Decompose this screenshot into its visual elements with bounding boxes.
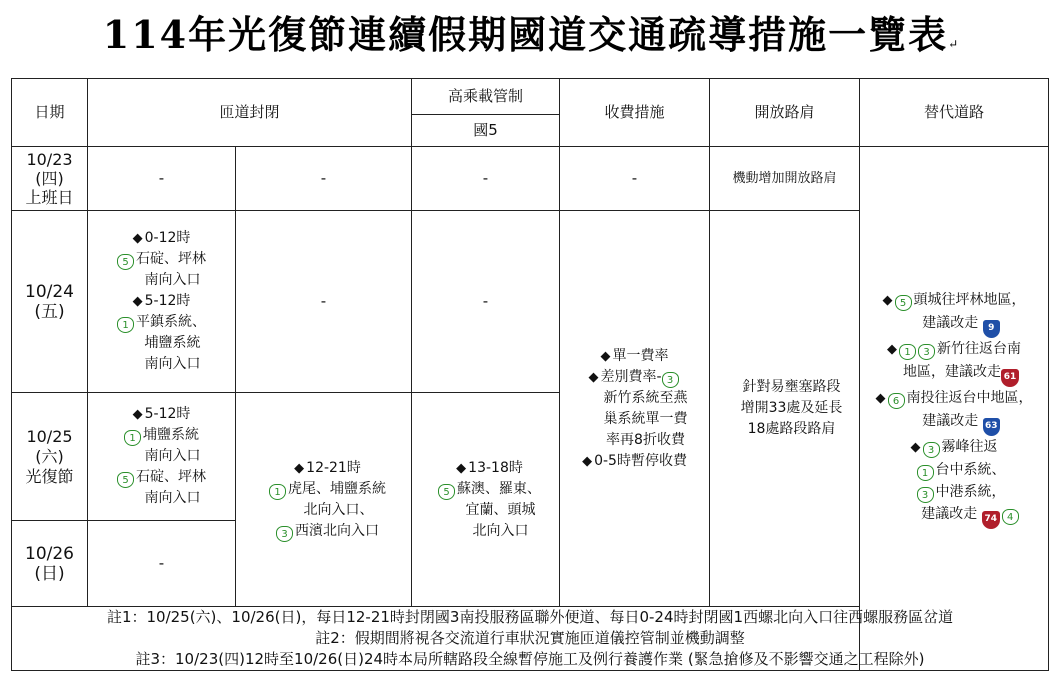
note-3: 註3：10/23(四)12時至10/26(日)24時本局所轄路段全線暫停施工及例行養護作業 (緊急搶修及不影響交通之工程除外) — [135, 650, 925, 668]
ramp-text: 平鎮系統、 — [136, 314, 206, 330]
date-cell: 10/26 (日) — [12, 521, 88, 607]
alt-route-item — [860, 361, 1048, 387]
freeway-shield-icon: 3 — [923, 442, 940, 458]
ramp-closure-cell: ◆ 5-12時 1 埔鹽系統 南向入口 5 石碇、坪林 南向入口 — [88, 393, 236, 521]
route-badge-icon: 74 — [982, 511, 1000, 529]
note-1: 註1：10/25(六)、10/26(日)，每日12-21時封閉國3南投服務區聯外便道、每日0-24時封閉國1西螺北向入口往西螺服務區岔道 — [106, 608, 954, 626]
freeway-shield-icon: 1 — [269, 484, 286, 500]
hov-text: 北向入口 — [472, 522, 529, 539]
hov-cell: ◆ 13-18時 5 蘇澳、羅東、 宜蘭、頭城 北向入口 — [412, 393, 560, 607]
freeway-shield-icon: 3 — [918, 344, 935, 360]
alt-text: 頭城往坪林地區， — [913, 291, 1026, 308]
alt-routes-cell — [860, 147, 1049, 671]
header-hov: 高乘載管制 — [412, 79, 560, 115]
alt-text: 中港系統， — [935, 483, 1006, 500]
alt-text: 新竹往返台南 — [937, 340, 1022, 357]
ramp-text: 石碇、坪林 — [136, 251, 206, 267]
route-badge-icon: 9 — [983, 320, 1000, 338]
alt-text: 建議改走 — [922, 314, 979, 331]
time-text: 5-12時 — [144, 406, 191, 422]
alt-text: 台中系統、 — [935, 461, 1006, 478]
alt-text: 霧峰往返 — [941, 438, 998, 455]
alt-route-item — [860, 481, 1048, 503]
ramp-text: 南向入口 — [144, 356, 201, 372]
alt-text: 建議改走 — [921, 505, 978, 522]
route-badge-icon: 63 — [983, 418, 1000, 436]
hov-cell: - — [412, 147, 560, 211]
header-toll: 收費措施 — [560, 79, 710, 147]
alt-text: 建議改走 — [922, 412, 979, 429]
alt-route-item: ◆ 1 3 新竹往返台南 — [887, 340, 1022, 358]
time-text: 13-18時 — [468, 459, 523, 476]
hov-cell: - — [412, 211, 560, 393]
alt-route-item: ◆ 6 南投往返台中地區， — [875, 389, 1033, 407]
freeway-shield-icon: 4 — [1002, 509, 1019, 525]
date-cell: 10/25 (六) 光復節 — [12, 393, 88, 521]
ramp-text: 石碇、坪林 — [136, 469, 206, 485]
traffic-measures-table — [11, 78, 1049, 671]
toll-text: 率再8折收費 — [606, 431, 685, 448]
ramp-text: 虎尾、埔鹽系統 — [288, 480, 386, 497]
header-date: 日期 — [12, 79, 88, 147]
ramp-text: 南向入口 — [144, 448, 201, 464]
freeway-shield-icon: 5 — [117, 254, 134, 270]
freeway-shield-icon: 3 — [276, 526, 293, 542]
header-ramp-closure: 匝道封閉 — [88, 79, 412, 147]
date-cell: 10/24 (五) — [12, 211, 88, 393]
toll-text: 0-5時暫停收費 — [594, 452, 687, 469]
time-text: 12-21時 — [306, 459, 361, 476]
alt-route-item: ◆ 5 頭城往坪林地區， — [882, 291, 1026, 309]
freeway-shield-icon: 1 — [917, 465, 934, 481]
route-badge-icon: 61 — [1001, 369, 1019, 387]
freeway-shield-icon: 5 — [895, 295, 912, 311]
ramp-text: 南向入口 — [144, 272, 201, 288]
title-text: 114年光復節連續假期國道交通疏導措施一覽表 — [102, 12, 949, 57]
freeway-shield-icon: 5 — [438, 484, 455, 500]
header-shoulder: 開放路肩 — [710, 79, 860, 147]
freeway-shield-icon: 1 — [124, 430, 141, 446]
alt-text: 南投往返台中地區， — [906, 389, 1033, 406]
time-text: 5-12時 — [144, 293, 191, 309]
freeway-shield-icon: 1 — [899, 344, 916, 360]
alt-route-item — [860, 312, 1048, 338]
shoulder-cell: 機動增加開放路肩 — [710, 147, 860, 211]
alt-route-item — [860, 410, 1048, 436]
alt-text: 地區，建議改走 — [903, 363, 1002, 380]
ramp-closure-cell: - — [236, 147, 412, 211]
toll-text: 差別費率- — [600, 368, 662, 385]
ramp-closure-cell: - — [88, 147, 236, 211]
header-hov-freeway: 國5 — [412, 115, 560, 147]
ramp-text: 南向入口 — [144, 490, 201, 506]
toll-cell: - — [560, 147, 710, 211]
freeway-shield-icon: 3 — [917, 487, 934, 503]
toll-text: 巢系統單一費 — [603, 410, 688, 427]
header-alt-routes: 替代道路 — [860, 79, 1049, 147]
alt-route-item — [860, 503, 1048, 529]
toll-text: 單一費率 — [612, 347, 669, 364]
ramp-closure-cell: ◆ 12-21時 1 虎尾、埔鹽系統 北向入口、 3 西濱北向入口 — [236, 393, 412, 607]
toll-cell: ◆ 單一費率 ◆ 差別費率- 3 新竹系統至燕 巢系統單一費 率再8折收費 ◆ 0-5時暫停收費 — [560, 211, 710, 607]
page-title — [0, 4, 1061, 59]
freeway-shield-icon: 1 — [117, 317, 134, 333]
notes-cell — [12, 607, 1049, 671]
hov-text: 蘇澳、羅東、 — [457, 480, 542, 497]
ramp-text: 埔鹽系統 — [143, 427, 199, 443]
toll-text: 新竹系統至燕 — [603, 389, 688, 406]
ramp-closure-cell: ◆ 0-12時 5 石碇、坪林 南向入口 ◆ 5-12時 1 平鎮系統、 埔鹽系統 南向入口 — [88, 211, 236, 393]
ramp-text: 北向入口、 — [303, 501, 374, 518]
ramp-closure-cell: - — [236, 211, 412, 393]
ramp-text: 埔鹽系統 — [144, 335, 201, 351]
freeway-shield-icon: 5 — [117, 472, 134, 488]
date-cell: 10/23 (四) 上班日 — [12, 147, 88, 211]
ramp-closure-cell: - — [88, 521, 236, 607]
shoulder-cell: 針對易壅塞路段 增開33處及延長 18處路段路肩 — [710, 211, 860, 607]
alt-route-item: ◆ 3 霧峰往返 — [910, 438, 998, 456]
note-2: 註2：假期間將視各交流道行車狀況實施匝道儀控管制並機動調整 — [315, 629, 745, 647]
hov-text: 宜蘭、頭城 — [465, 501, 536, 518]
time-text: 0-12時 — [144, 230, 191, 246]
alt-route-item — [860, 459, 1048, 481]
freeway-shield-icon: 6 — [888, 393, 905, 409]
ramp-text: 西濱北向入口 — [295, 522, 379, 539]
paragraph-mark: ↵ — [948, 37, 959, 51]
freeway-shield-icon: 3 — [662, 372, 679, 388]
